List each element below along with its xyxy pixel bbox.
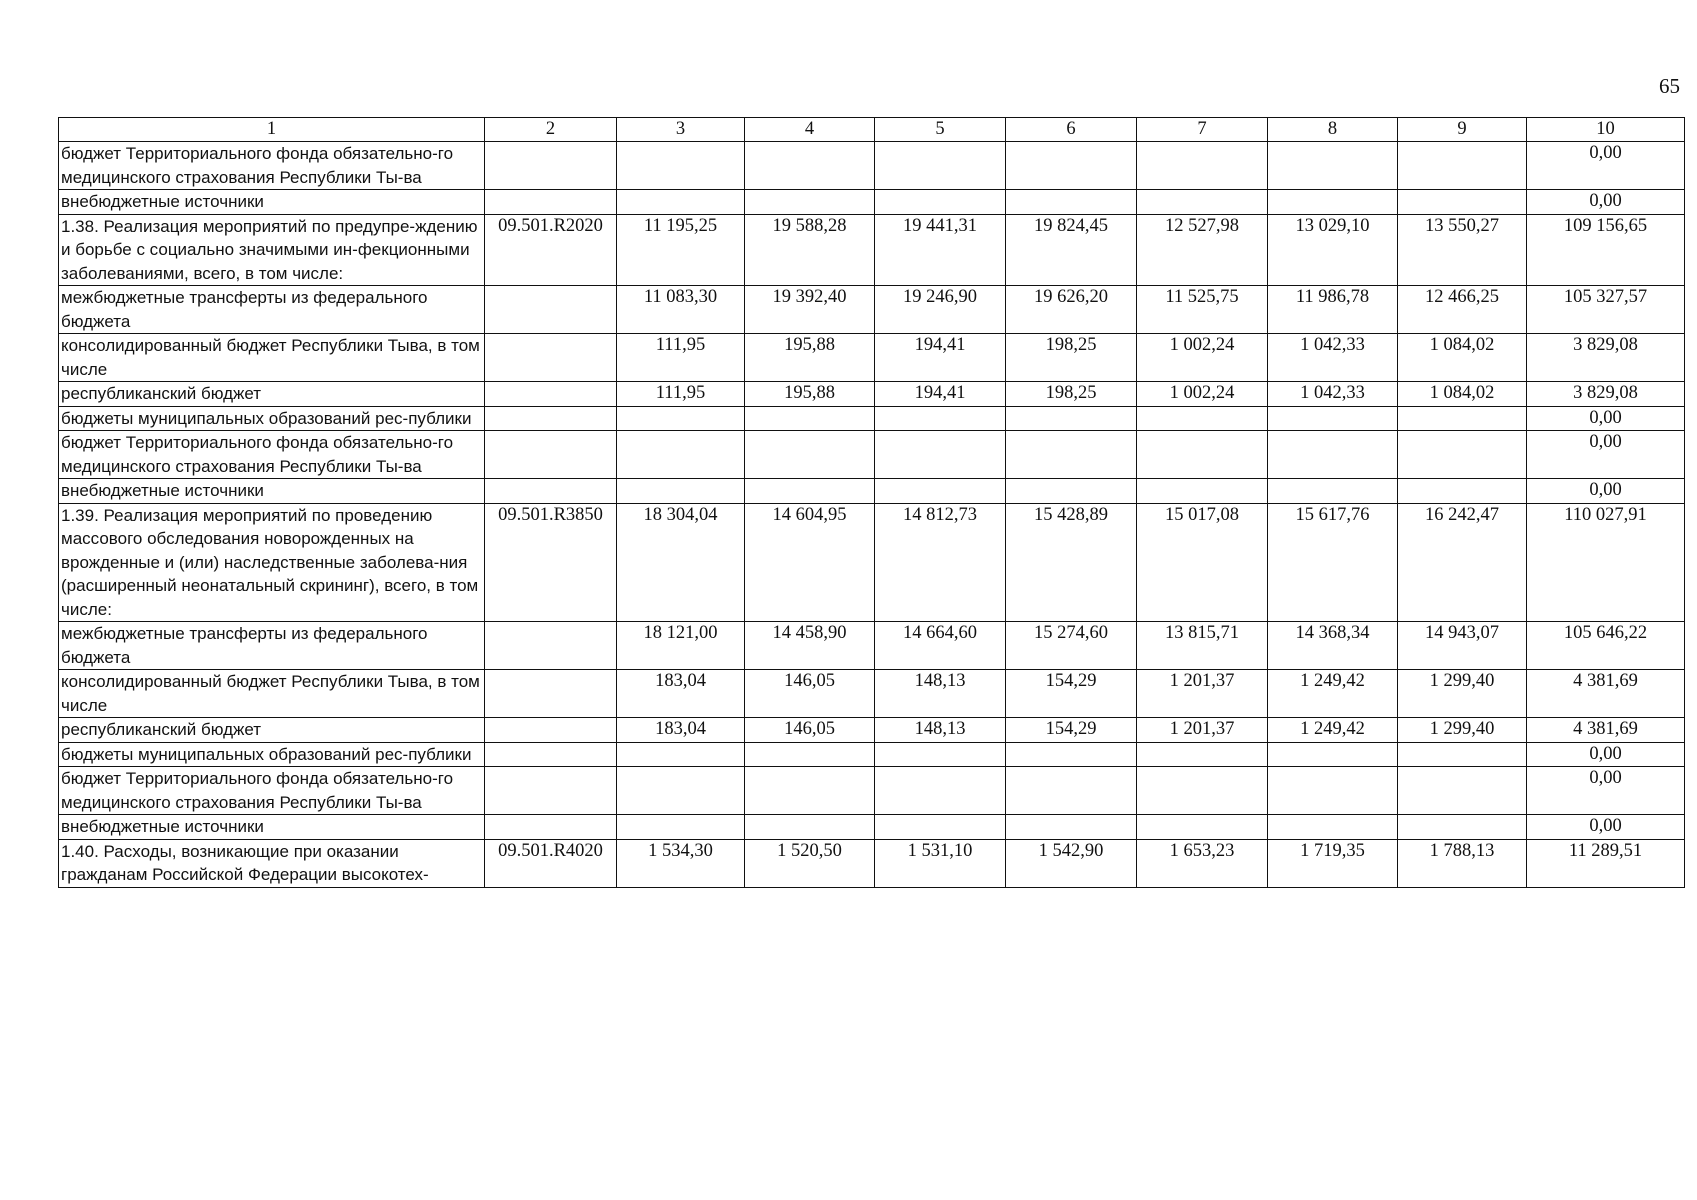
- budget-code: [485, 286, 617, 334]
- row-description: 1.40. Расходы, возникающие при оказании гражданам Российской Федерации высокотех-: [59, 839, 485, 887]
- value-cell: 12 466,25: [1398, 286, 1527, 334]
- value-cell: 1 084,02: [1398, 334, 1527, 382]
- value-cell: 148,13: [875, 718, 1006, 743]
- value-cell: [1006, 742, 1137, 767]
- value-cell: 1 299,40: [1398, 670, 1527, 718]
- value-cell: 19 246,90: [875, 286, 1006, 334]
- value-cell: [1398, 479, 1527, 504]
- row-description: консолидированный бюджет Республики Тыва, в том числе: [59, 334, 485, 382]
- budget-code: 09.501.R4020: [485, 839, 617, 887]
- value-cell: [1006, 190, 1137, 215]
- table-row: [59, 503, 1685, 622]
- value-cell: 18 121,00: [617, 622, 745, 670]
- value-cell: [1137, 742, 1268, 767]
- value-cell: 1 719,35: [1268, 839, 1398, 887]
- value-cell: 1 042,33: [1268, 382, 1398, 407]
- value-cell: 195,88: [745, 382, 875, 407]
- table-row: [59, 815, 1685, 840]
- header-cell: 9: [1398, 118, 1527, 142]
- value-cell: 1 002,24: [1137, 382, 1268, 407]
- table-row: [59, 622, 1685, 670]
- value-cell: 0,00: [1527, 815, 1685, 840]
- value-cell: [617, 742, 745, 767]
- row-description: бюджет Территориального фонда обязательно-го медицинского страхования Республики Ты-ва: [59, 431, 485, 479]
- value-cell: 146,05: [745, 718, 875, 743]
- value-cell: 19 441,31: [875, 214, 1006, 286]
- value-cell: 1 201,37: [1137, 718, 1268, 743]
- table-row: [59, 431, 1685, 479]
- value-cell: [1006, 767, 1137, 815]
- table-row: [59, 718, 1685, 743]
- row-description: межбюджетные трансферты из федерального бюджета: [59, 286, 485, 334]
- value-cell: [1398, 142, 1527, 190]
- value-cell: 1 788,13: [1398, 839, 1527, 887]
- value-cell: [617, 190, 745, 215]
- value-cell: [1006, 142, 1137, 190]
- value-cell: 1 249,42: [1268, 670, 1398, 718]
- value-cell: 16 242,47: [1398, 503, 1527, 622]
- value-cell: 15 274,60: [1006, 622, 1137, 670]
- value-cell: [1006, 431, 1137, 479]
- value-cell: 13 815,71: [1137, 622, 1268, 670]
- value-cell: [1137, 431, 1268, 479]
- value-cell: 19 392,40: [745, 286, 875, 334]
- value-cell: [617, 767, 745, 815]
- value-cell: [1398, 815, 1527, 840]
- value-cell: 3 829,08: [1527, 382, 1685, 407]
- value-cell: 0,00: [1527, 142, 1685, 190]
- value-cell: 105 646,22: [1527, 622, 1685, 670]
- value-cell: 11 289,51: [1527, 839, 1685, 887]
- value-cell: [745, 406, 875, 431]
- value-cell: [1268, 431, 1398, 479]
- value-cell: 1 542,90: [1006, 839, 1137, 887]
- header-cell: 3: [617, 118, 745, 142]
- value-cell: [1268, 142, 1398, 190]
- header-cell: 1: [59, 118, 485, 142]
- value-cell: 14 458,90: [745, 622, 875, 670]
- value-cell: [875, 190, 1006, 215]
- value-cell: [875, 431, 1006, 479]
- value-cell: 15 017,08: [1137, 503, 1268, 622]
- value-cell: [1398, 767, 1527, 815]
- row-description: 1.38. Реализация мероприятий по предупре-ждению и борьбе с социально значимыми ин-фекционными заболеваниями, всего, в том числе:: [59, 214, 485, 286]
- value-cell: [1268, 479, 1398, 504]
- budget-code: [485, 142, 617, 190]
- header-cell: 6: [1006, 118, 1137, 142]
- value-cell: [745, 815, 875, 840]
- value-cell: 14 812,73: [875, 503, 1006, 622]
- value-cell: 14 664,60: [875, 622, 1006, 670]
- value-cell: 183,04: [617, 718, 745, 743]
- value-cell: 198,25: [1006, 334, 1137, 382]
- value-cell: 1 653,23: [1137, 839, 1268, 887]
- budget-code: [485, 479, 617, 504]
- value-cell: 19 626,20: [1006, 286, 1137, 334]
- value-cell: 19 588,28: [745, 214, 875, 286]
- value-cell: [875, 479, 1006, 504]
- value-cell: 19 824,45: [1006, 214, 1137, 286]
- value-cell: [875, 815, 1006, 840]
- table-row: [59, 670, 1685, 718]
- value-cell: [1137, 142, 1268, 190]
- value-cell: [617, 142, 745, 190]
- value-cell: 148,13: [875, 670, 1006, 718]
- value-cell: 194,41: [875, 334, 1006, 382]
- value-cell: [875, 767, 1006, 815]
- value-cell: [1137, 479, 1268, 504]
- value-cell: 1 534,30: [617, 839, 745, 887]
- budget-table: [58, 117, 1685, 888]
- value-cell: [745, 767, 875, 815]
- row-description: бюджеты муниципальных образований рес-публики: [59, 406, 485, 431]
- table-row: [59, 190, 1685, 215]
- value-cell: 1 531,10: [875, 839, 1006, 887]
- value-cell: 15 617,76: [1268, 503, 1398, 622]
- value-cell: 1 249,42: [1268, 718, 1398, 743]
- value-cell: [745, 479, 875, 504]
- value-cell: 1 084,02: [1398, 382, 1527, 407]
- value-cell: [1398, 431, 1527, 479]
- table-row: [59, 479, 1685, 504]
- value-cell: [1006, 479, 1137, 504]
- value-cell: [1006, 815, 1137, 840]
- value-cell: 14 368,34: [1268, 622, 1398, 670]
- value-cell: [1006, 406, 1137, 431]
- value-cell: [745, 142, 875, 190]
- table-row: [59, 286, 1685, 334]
- budget-code: [485, 815, 617, 840]
- value-cell: [1268, 406, 1398, 431]
- header-cell: 8: [1268, 118, 1398, 142]
- row-description: консолидированный бюджет Республики Тыва, в том числе: [59, 670, 485, 718]
- row-description: внебюджетные источники: [59, 815, 485, 840]
- value-cell: 198,25: [1006, 382, 1137, 407]
- table-row: [59, 214, 1685, 286]
- row-description: бюджет Территориального фонда обязательно-го медицинского страхования Республики Ты-ва: [59, 142, 485, 190]
- value-cell: 195,88: [745, 334, 875, 382]
- value-cell: [617, 815, 745, 840]
- row-description: внебюджетные источники: [59, 190, 485, 215]
- value-cell: [1268, 767, 1398, 815]
- budget-code: 09.501.R2020: [485, 214, 617, 286]
- value-cell: [875, 142, 1006, 190]
- value-cell: 146,05: [745, 670, 875, 718]
- budget-code: [485, 382, 617, 407]
- value-cell: [745, 190, 875, 215]
- table-row: [59, 142, 1685, 190]
- value-cell: [1398, 742, 1527, 767]
- value-cell: 18 304,04: [617, 503, 745, 622]
- value-cell: [875, 406, 1006, 431]
- value-cell: 14 943,07: [1398, 622, 1527, 670]
- value-cell: [1398, 190, 1527, 215]
- budget-code: [485, 334, 617, 382]
- value-cell: 1 042,33: [1268, 334, 1398, 382]
- header-cell: 4: [745, 118, 875, 142]
- budget-code: [485, 431, 617, 479]
- value-cell: [1137, 190, 1268, 215]
- header-cell: 5: [875, 118, 1006, 142]
- value-cell: [875, 742, 1006, 767]
- row-description: республиканский бюджет: [59, 718, 485, 743]
- table-row: [59, 767, 1685, 815]
- value-cell: 0,00: [1527, 406, 1685, 431]
- value-cell: 0,00: [1527, 767, 1685, 815]
- table-row: [59, 382, 1685, 407]
- budget-code: [485, 742, 617, 767]
- value-cell: 11 525,75: [1137, 286, 1268, 334]
- value-cell: 12 527,98: [1137, 214, 1268, 286]
- table-row: [59, 334, 1685, 382]
- header-cell: 7: [1137, 118, 1268, 142]
- row-description: 1.39. Реализация мероприятий по проведению массового обследования новорожденных на врожденные и (или) наследственные заболева-ния (расширенный неонатальный скрининг), всего, в том числе:: [59, 503, 485, 622]
- row-description: внебюджетные источники: [59, 479, 485, 504]
- value-cell: 4 381,69: [1527, 670, 1685, 718]
- value-cell: 0,00: [1527, 479, 1685, 504]
- value-cell: 154,29: [1006, 718, 1137, 743]
- value-cell: 1 201,37: [1137, 670, 1268, 718]
- value-cell: 15 428,89: [1006, 503, 1137, 622]
- value-cell: [617, 479, 745, 504]
- value-cell: 105 327,57: [1527, 286, 1685, 334]
- value-cell: 11 083,30: [617, 286, 745, 334]
- value-cell: 4 381,69: [1527, 718, 1685, 743]
- value-cell: 109 156,65: [1527, 214, 1685, 286]
- row-description: межбюджетные трансферты из федерального бюджета: [59, 622, 485, 670]
- table-body: [59, 142, 1685, 888]
- budget-code: [485, 190, 617, 215]
- value-cell: 1 002,24: [1137, 334, 1268, 382]
- header-cell: 10: [1527, 118, 1685, 142]
- value-cell: 111,95: [617, 334, 745, 382]
- budget-code: [485, 718, 617, 743]
- value-cell: 0,00: [1527, 742, 1685, 767]
- page-number: 65: [1659, 74, 1680, 98]
- value-cell: [617, 406, 745, 431]
- value-cell: [1268, 190, 1398, 215]
- header-cell: 2: [485, 118, 617, 142]
- value-cell: 194,41: [875, 382, 1006, 407]
- table-row: [59, 839, 1685, 887]
- value-cell: [1137, 815, 1268, 840]
- value-cell: 1 299,40: [1398, 718, 1527, 743]
- value-cell: 1 520,50: [745, 839, 875, 887]
- value-cell: [1398, 406, 1527, 431]
- value-cell: 11 195,25: [617, 214, 745, 286]
- value-cell: 13 029,10: [1268, 214, 1398, 286]
- value-cell: [1137, 406, 1268, 431]
- value-cell: 0,00: [1527, 190, 1685, 215]
- value-cell: [745, 431, 875, 479]
- header-row: [59, 118, 1685, 142]
- budget-code: 09.501.R3850: [485, 503, 617, 622]
- row-description: бюджет Территориального фонда обязательно-го медицинского страхования Республики Ты-ва: [59, 767, 485, 815]
- budget-code: [485, 406, 617, 431]
- value-cell: 183,04: [617, 670, 745, 718]
- value-cell: 13 550,27: [1398, 214, 1527, 286]
- value-cell: [1137, 767, 1268, 815]
- value-cell: 0,00: [1527, 431, 1685, 479]
- budget-code: [485, 670, 617, 718]
- value-cell: 111,95: [617, 382, 745, 407]
- budget-code: [485, 767, 617, 815]
- value-cell: 110 027,91: [1527, 503, 1685, 622]
- value-cell: [1268, 815, 1398, 840]
- row-description: бюджеты муниципальных образований рес-публики: [59, 742, 485, 767]
- value-cell: 3 829,08: [1527, 334, 1685, 382]
- table-row: [59, 742, 1685, 767]
- budget-code: [485, 622, 617, 670]
- value-cell: 14 604,95: [745, 503, 875, 622]
- value-cell: 11 986,78: [1268, 286, 1398, 334]
- value-cell: 154,29: [1006, 670, 1137, 718]
- row-description: республиканский бюджет: [59, 382, 485, 407]
- value-cell: [1268, 742, 1398, 767]
- table-row: [59, 406, 1685, 431]
- value-cell: [617, 431, 745, 479]
- value-cell: [745, 742, 875, 767]
